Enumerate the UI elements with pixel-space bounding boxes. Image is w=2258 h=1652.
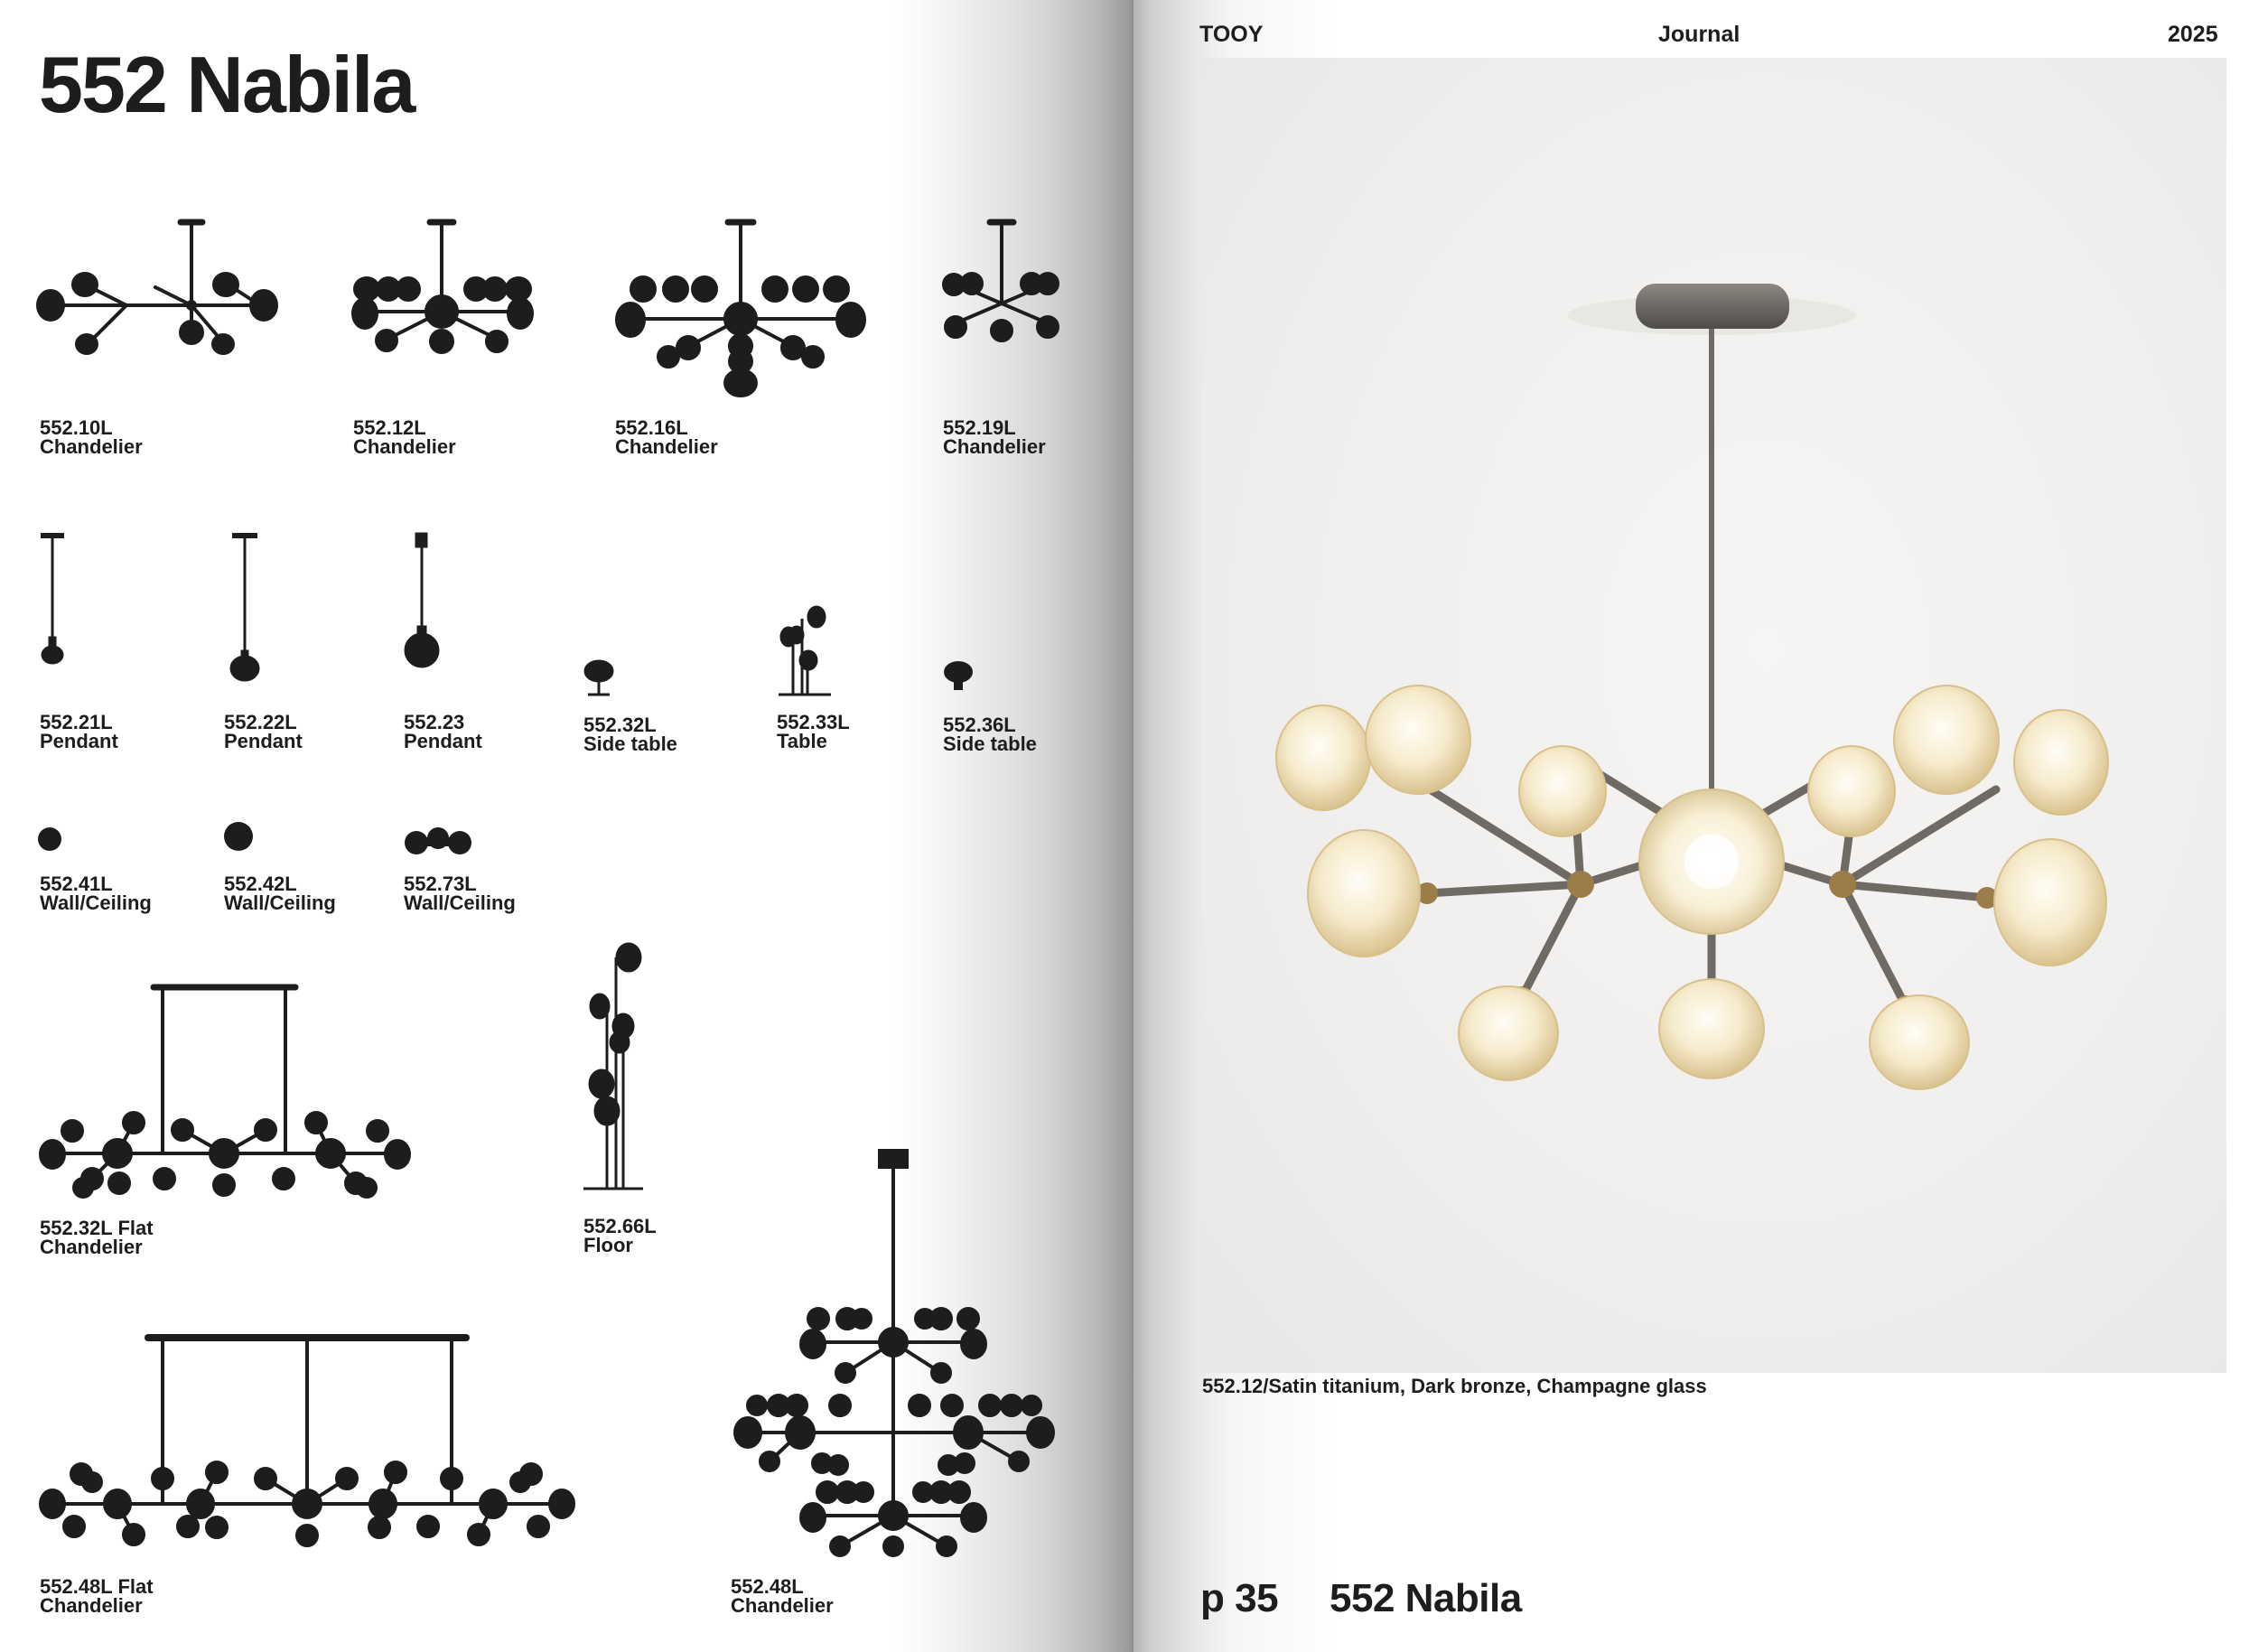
flat-chandelier-long-icon	[36, 1332, 578, 1567]
product-code: 552.33L	[777, 711, 850, 733]
product-552-73l	[404, 824, 476, 856]
product-type: Chandelier	[731, 1594, 834, 1617]
page-title: 552 Nabila	[39, 40, 415, 129]
product-code: 552.21L	[40, 711, 113, 733]
product-code: 552.41L	[40, 873, 113, 895]
header-year: 2025	[2168, 22, 2218, 47]
product-label-552-36l	[943, 715, 1037, 753]
product-code: 552.32L Flat	[40, 1217, 154, 1239]
product-label-552-41l	[40, 874, 152, 912]
product-code: 552.36L	[943, 714, 1016, 736]
wall-ceiling-icon	[36, 826, 63, 853]
product-type: Pendant	[40, 730, 118, 752]
product-552-22l	[226, 531, 262, 685]
product-code: 552.48L Flat	[40, 1575, 154, 1598]
table-lamp-icon	[775, 601, 838, 700]
product-label-552-42l	[224, 874, 336, 912]
product-552-36l	[942, 659, 978, 695]
product-type: Pendant	[224, 730, 303, 752]
product-type: Side table	[583, 733, 677, 755]
product-552-19l	[939, 217, 1066, 352]
product-552-21l	[36, 531, 72, 667]
product-label-552-32l	[583, 715, 677, 753]
header-section: Journal	[1658, 22, 1740, 47]
pendant-22-icon	[226, 531, 262, 685]
product-552-41l	[36, 826, 63, 853]
product-label-552-10l	[40, 418, 143, 456]
product-label-552-48l	[731, 1577, 834, 1615]
product-label-552-48l-flat	[40, 1577, 154, 1615]
product-label-552-19l	[943, 418, 1046, 456]
product-label-552-73l	[404, 874, 516, 912]
chandelier-illustration	[1201, 58, 2226, 1373]
wall-ceiling-icon	[222, 820, 255, 853]
product-type: Chandelier	[40, 1236, 143, 1258]
product-552-48l	[728, 1147, 1071, 1563]
product-code: 552.10L	[40, 416, 113, 439]
chandelier-10-icon	[36, 217, 280, 361]
chandelier-12-icon	[352, 217, 542, 361]
product-label-552-16l	[615, 418, 718, 456]
page-number: p 35	[1200, 1576, 1279, 1620]
product-label-552-33l	[777, 713, 850, 751]
product-label-552-32l-flat	[40, 1218, 154, 1256]
pendant-23-icon	[404, 531, 440, 676]
product-type: Chandelier	[40, 435, 143, 458]
product-type: Chandelier	[615, 435, 718, 458]
product-552-48l-flat	[36, 1332, 578, 1567]
product-code: 552.73L	[404, 873, 477, 895]
product-code: 552.48L	[731, 1575, 804, 1598]
side-table-lamp-icon	[583, 659, 619, 699]
photo-caption: 552.12/Satin titanium, Dark bronze, Champagne glass	[1202, 1375, 1707, 1397]
chandelier-19-icon	[939, 217, 1066, 352]
side-table-lamp-icon	[942, 659, 978, 695]
product-label-552-21l	[40, 713, 118, 751]
chandelier-photo	[1201, 58, 2226, 1373]
product-552-33l	[775, 601, 838, 700]
product-type: Wall/Ceiling	[404, 891, 516, 914]
product-label-552-23	[404, 713, 482, 751]
product-552-32l-flat	[36, 980, 415, 1215]
product-type: Floor	[583, 1234, 633, 1256]
footer-title: 552 Nabila	[1330, 1576, 1522, 1620]
product-code: 552.12L	[353, 416, 426, 439]
product-code: 552.22L	[224, 711, 297, 733]
product-type: Chandelier	[353, 435, 456, 458]
product-type: Chandelier	[40, 1594, 143, 1617]
product-552-10l	[36, 217, 280, 361]
product-552-23	[404, 531, 440, 676]
product-type: Side table	[943, 733, 1037, 755]
product-552-32l	[583, 659, 619, 699]
product-type: Wall/Ceiling	[224, 891, 336, 914]
product-type: Chandelier	[943, 435, 1046, 458]
floor-lamp-icon	[580, 939, 652, 1192]
product-code: 552.23	[404, 711, 465, 733]
product-552-66l	[580, 939, 652, 1192]
pendant-21-icon	[36, 531, 72, 667]
tiered-chandelier-icon	[728, 1147, 1071, 1563]
product-type: Pendant	[404, 730, 482, 752]
product-code: 552.42L	[224, 873, 297, 895]
product-code: 552.19L	[943, 416, 1016, 439]
product-code: 552.16L	[615, 416, 688, 439]
product-type: Wall/Ceiling	[40, 891, 152, 914]
product-code: 552.32L	[583, 714, 657, 736]
product-code: 552.66L	[583, 1215, 657, 1237]
header-brand: TOOY	[1199, 22, 1264, 47]
product-label-552-22l	[224, 713, 303, 751]
product-label-552-12l	[353, 418, 456, 456]
product-552-16l	[614, 217, 867, 397]
product-552-12l	[352, 217, 542, 361]
wall-ceiling-triple-icon	[404, 824, 476, 856]
chandelier-16-icon	[614, 217, 867, 397]
flat-chandelier-icon	[36, 980, 415, 1215]
product-552-42l	[222, 820, 255, 853]
product-label-552-66l	[583, 1217, 657, 1255]
product-type: Table	[777, 730, 827, 752]
